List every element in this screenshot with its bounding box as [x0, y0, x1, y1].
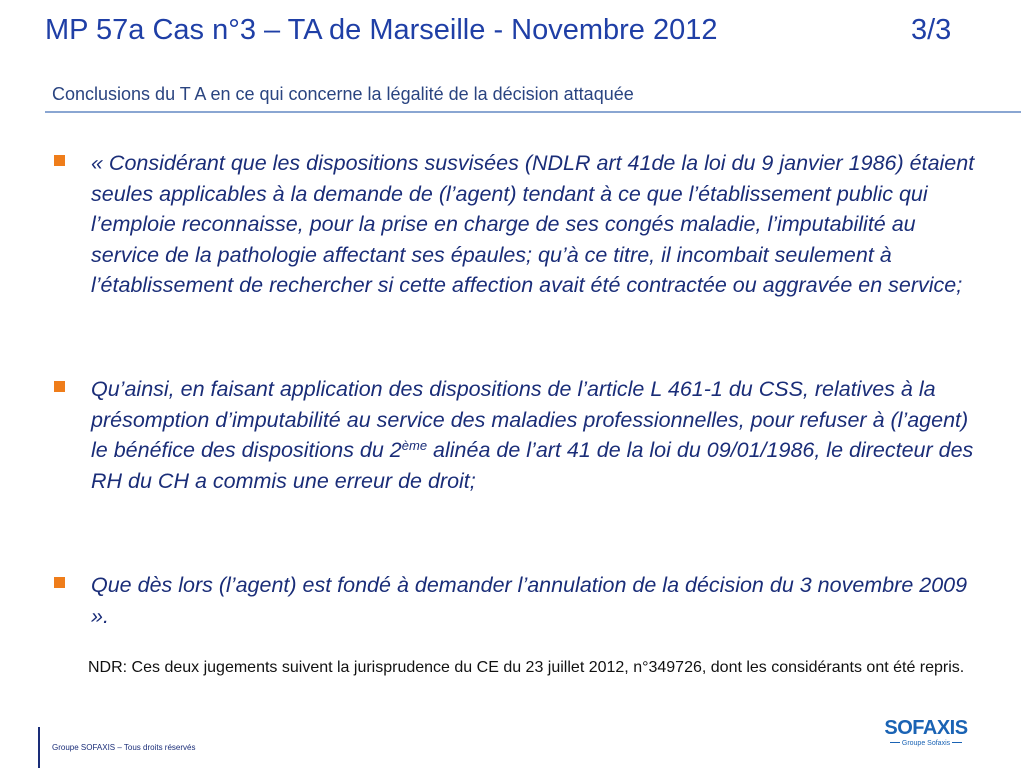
- footer-accent-line: [38, 727, 40, 768]
- bullet-text: [91, 374, 981, 496]
- slide-title-text: MP 57a Cas n°3 – TA de Marseille - Novembre 2012: [45, 14, 718, 46]
- square-bullet-icon: [54, 577, 65, 588]
- page-number: 3/3: [911, 14, 952, 46]
- header-divider: [45, 111, 1021, 113]
- slide-title: [45, 14, 965, 54]
- sofaxis-logo: [880, 717, 972, 749]
- logo-brand: SOFAXIS: [884, 717, 968, 739]
- bullet-text: Que dès lors (l’agent) est fondé à demander l’annulation de la décision du 3 novembre 2009 ».: [91, 573, 968, 628]
- square-bullet-icon: [54, 381, 65, 392]
- bullet-text: « Considérant que les dispositions susvisées (NDLR art 41de la loi du 9 janvier 1986) étaient seules applicables à la demande de (l’agent) tendant à ce que l’établissement public qui l’emploie reconnaisse, pour la prise en charge de ses congés maladie, l’imputabilité au service de la pathologie affectant ses épaules; qu’à ce titre, il incombait seulement à l’établissement de rechercher si cette affection avait été contractée ou aggravée en service;: [91, 151, 975, 297]
- bullet-text-part: alinéa de l’art 41 de la loi du 09/01/1986, le directeur des RH du CH a commis une erreur de droit;: [91, 438, 974, 493]
- bullet-superscript: ème: [401, 438, 428, 453]
- editor-note: NDR: Ces deux jugements suivent la jurisprudence du CE du 23 juillet 2012, n°349726, dont les considérants ont été repris.: [88, 659, 965, 676]
- slide-subtitle: Conclusions du T A en ce qui concerne la légalité de la décision attaquée: [52, 84, 634, 104]
- bullet-text-part: Qu’ainsi, en faisant application des dispositions de l’article L 461-1 du CSS, relatives à la présomption d’imputabilité au service des maladies professionnelles, pour refuser à (l’agent) le bénéfice des dispositions du 2: [91, 377, 969, 462]
- footer-copyright: Groupe SOFAXIS – Tous droits réservés: [52, 743, 196, 752]
- logo-sub-text: Groupe Sofaxis: [901, 740, 951, 747]
- logo-subtitle: [880, 740, 972, 748]
- square-bullet-icon: [54, 155, 65, 166]
